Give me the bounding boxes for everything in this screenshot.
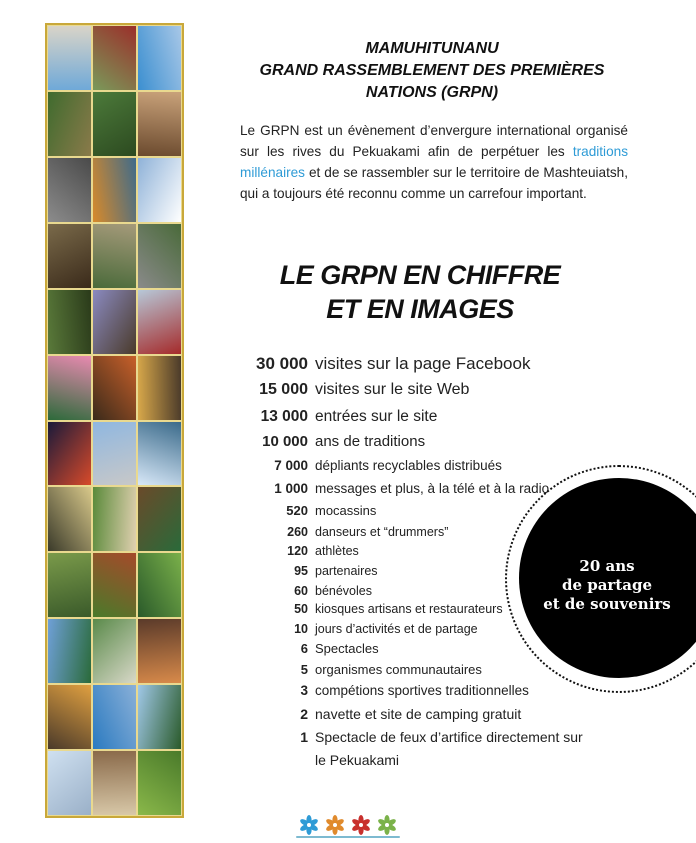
stat-label: partenaires: [315, 564, 378, 578]
stat-number: 10 000: [262, 433, 308, 450]
logo-underline: [296, 836, 400, 838]
collage-photo: [93, 224, 136, 288]
stat-row: [200, 458, 502, 473]
stat-number: 1 000: [274, 481, 308, 496]
badge-line-1: 20 ans: [579, 557, 635, 575]
collage-photo: [93, 685, 136, 749]
stat-row: [200, 503, 376, 518]
collage-photo: [48, 92, 91, 156]
stat-number: 50: [294, 602, 308, 616]
collage-photo: [138, 356, 181, 420]
badge-line-2: de partage: [561, 576, 653, 594]
stat-row: [200, 706, 521, 722]
collage-photo: [138, 290, 181, 354]
intro-text-1: Le GRPN est un évènement d’envergure international organisé sur les rives du Pekuakami afin de perpétuer les: [240, 123, 628, 159]
collage-photo: [48, 158, 91, 222]
collage-photo: [93, 356, 136, 420]
collage-photo: [48, 487, 91, 551]
stat-label: jours d’activités et de partage: [315, 622, 478, 636]
collage-photo: [48, 619, 91, 683]
badge-line-3: et de souvenirs: [543, 595, 671, 613]
stat-number: 5: [300, 662, 308, 677]
collage-photo: [93, 92, 136, 156]
collage-photo: [93, 26, 136, 90]
stat-label: dépliants recyclables distribués: [315, 458, 502, 473]
section-title: [240, 258, 600, 326]
collage-photo: [138, 158, 181, 222]
collage-photo: [93, 422, 136, 486]
collage-photo: [138, 224, 181, 288]
collage-photo: [93, 619, 136, 683]
collage-photo: [48, 290, 91, 354]
stat-number: 260: [287, 525, 308, 539]
stat-number: 520: [286, 503, 308, 518]
stat-label: Spectacle de feux d’artifice directement sur: [315, 729, 583, 745]
stat-row: [200, 641, 379, 656]
stat-row: [200, 564, 378, 578]
stat-label: compétions sportives traditionnelles: [315, 683, 529, 698]
stat-number: 13 000: [260, 408, 308, 425]
stat-number: 10: [294, 622, 308, 636]
header-line-2: GRAND RASSEMBLEMENT DES PREMIÈRES: [259, 62, 605, 79]
flower-icon: [349, 814, 373, 836]
collage-photo: [48, 685, 91, 749]
collage-photo: [93, 487, 136, 551]
collage-photo: [138, 619, 181, 683]
section-title-line-1: LE GRPN EN CHIFFRE: [279, 260, 561, 290]
stat-row: [200, 433, 425, 450]
stat-row: [200, 622, 478, 636]
photo-collage: [45, 23, 184, 818]
stat-label: visites sur le site Web: [315, 381, 470, 398]
stat-row: [200, 481, 549, 496]
collage-photo: [48, 26, 91, 90]
collage-photo: [138, 26, 181, 90]
section-title-line-2: ET EN IMAGES: [326, 294, 514, 324]
collage-photo: [48, 422, 91, 486]
stat-number: 60: [294, 584, 308, 598]
stat-row: [200, 354, 530, 374]
header-line-1: MAMUHITUNANU: [365, 40, 499, 57]
stat-label: kiosques artisans et restaurateurs: [315, 602, 503, 616]
stat-row: [200, 408, 437, 426]
stat-number: 6: [300, 641, 308, 656]
traditions-link[interactable]: traditions millénaires: [240, 144, 628, 180]
collage-photo: [138, 92, 181, 156]
collage-photo: [48, 356, 91, 420]
stat-row: [200, 729, 583, 745]
stat-label: navette et site de camping gratuit: [315, 706, 522, 722]
collage-photo: [138, 487, 181, 551]
collage-photo: [93, 158, 136, 222]
stat-label: bénévoles: [315, 584, 372, 598]
stat-label: entrées sur le site: [315, 408, 438, 425]
stat-number: 30 000: [256, 354, 308, 373]
intro-paragraph: [240, 120, 628, 204]
collage-photo: [48, 224, 91, 288]
intro-text-2: et de se rassembler sur le territoire de Mashteuiatsh, qui a toujours été reconnu comme un carrefour important.: [240, 165, 628, 201]
stat-label: Spectacles: [315, 641, 379, 656]
collage-photo: [93, 290, 136, 354]
collage-photo: [48, 751, 91, 815]
stat-label: ans de traditions: [315, 433, 426, 450]
stat-number: 3: [300, 683, 308, 698]
stat-label: messages et plus, à la télé et à la radio: [315, 481, 550, 496]
stat-continuation: le Pekuakami: [315, 752, 400, 768]
stat-number: 2: [300, 706, 308, 722]
stat-row: [200, 544, 359, 558]
stat-label: visites sur la page Facebook: [315, 354, 531, 373]
flower-icon: [297, 814, 321, 836]
collage-photo: [93, 553, 136, 617]
stat-row: [200, 662, 482, 677]
stat-number: 120: [287, 544, 308, 558]
stat-label: organismes communautaires: [315, 662, 482, 677]
stat-number: 15 000: [259, 381, 308, 398]
collage-photo: [48, 553, 91, 617]
header: [222, 38, 642, 104]
collage-photo: [138, 422, 181, 486]
stat-number: 95: [294, 564, 308, 578]
stat-row: [200, 381, 469, 399]
stat-row: [200, 683, 529, 698]
collage-photo: [138, 751, 181, 815]
logo: [292, 814, 404, 836]
stat-label: danseurs et “drummers”: [315, 525, 449, 539]
stat-number: 7 000: [274, 458, 308, 473]
stat-row: [200, 584, 372, 598]
stat-row: [200, 525, 448, 539]
stat-label: mocassins: [315, 503, 377, 518]
stat-label: athlètes: [315, 544, 359, 558]
flower-icon: [323, 814, 347, 836]
collage-photo: [138, 685, 181, 749]
collage-photo: [93, 751, 136, 815]
collage-photo: [138, 553, 181, 617]
badge-text: [527, 557, 687, 614]
header-line-3: NATIONS (GRPN): [365, 84, 499, 101]
flower-icon: [375, 814, 399, 836]
stat-number: 1: [300, 729, 308, 745]
stat-row: [200, 602, 503, 616]
